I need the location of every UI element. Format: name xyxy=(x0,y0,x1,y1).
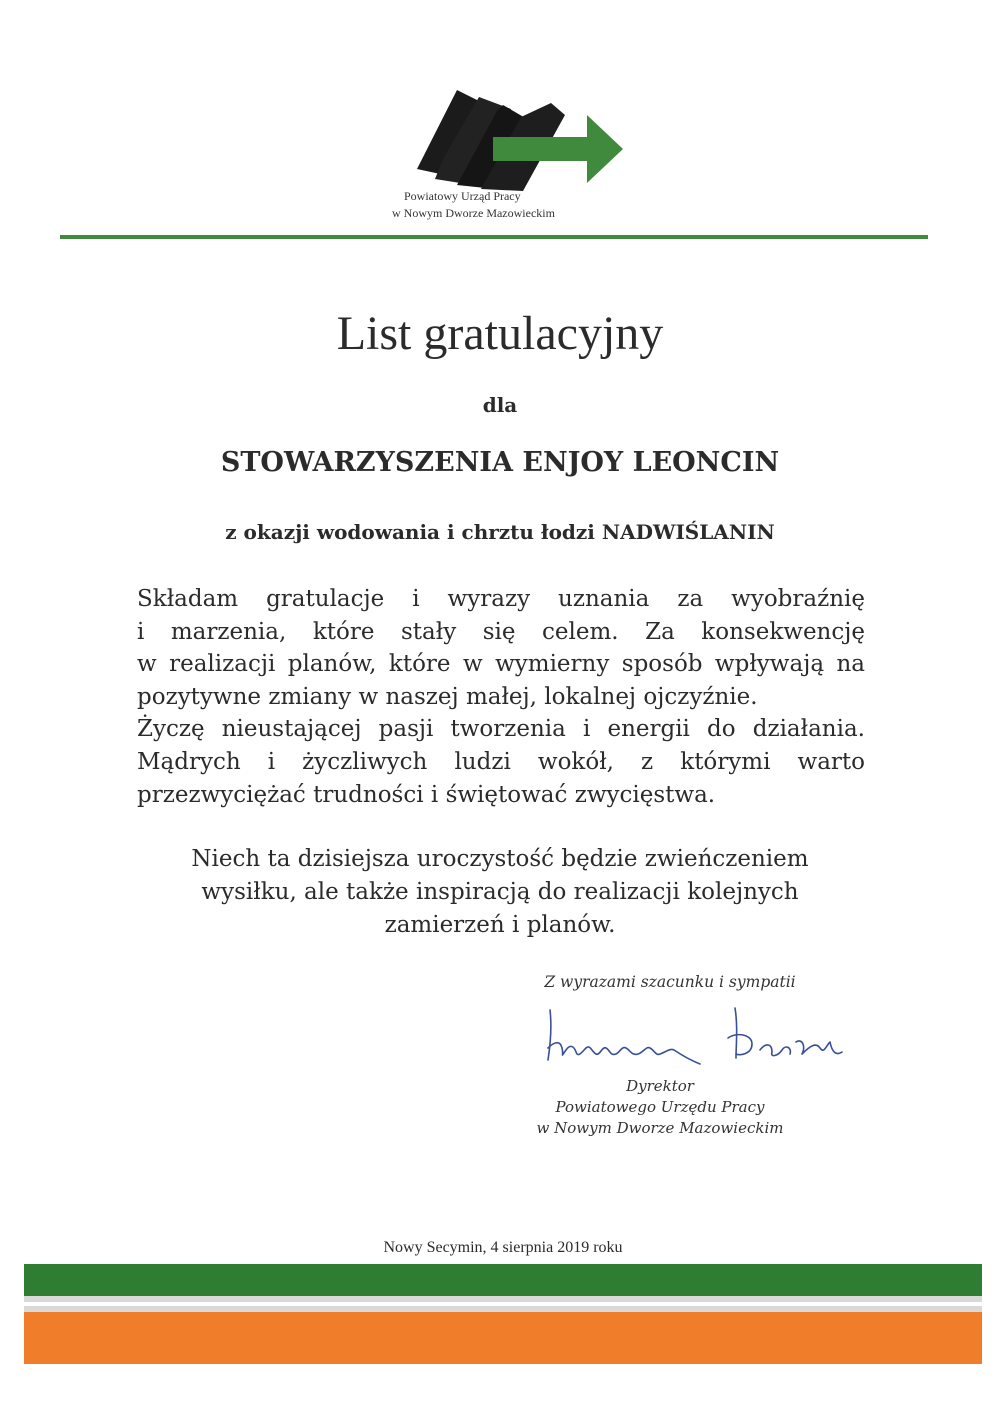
signer-block xyxy=(490,1076,830,1139)
occasion-line: z okazji wodowania i chrztu łodzi NADWIŚLANIN xyxy=(225,520,775,544)
place-and-date: Nowy Secymin, 4 sierpnia 2019 roku xyxy=(383,1239,623,1256)
footer-band-white-line xyxy=(24,1302,982,1306)
org-name-line2: w Nowym Dworze Mazowieckim xyxy=(392,206,555,220)
body-line: Składam gratulacje i wyrazy uznania za wyobraźnię xyxy=(137,586,865,612)
body-line: Życzę nieustającej pasji tworzenia i energii do działania. xyxy=(137,716,865,743)
footer-band-orange xyxy=(24,1312,982,1364)
footer-band-green xyxy=(24,1264,982,1296)
body-line: w realizacji planów, które w wymierny sposób wpływają na xyxy=(137,651,865,678)
body-line: zamierzeń i planów. xyxy=(384,912,616,938)
letter-title: List gratulacyjny xyxy=(336,307,664,360)
closing-phrase: Z wyrazami szacunku i sympatii xyxy=(544,973,796,991)
labor-office-arrow-logo-icon xyxy=(415,85,630,195)
body-line: wysiłku, ale także inspiracją do realizacji kolejnych xyxy=(201,879,799,905)
signer-location: w Nowym Dworze Mazowieckim xyxy=(536,1119,784,1137)
handwritten-signature-icon xyxy=(540,1002,850,1082)
signer-title: Dyrektor xyxy=(626,1077,694,1095)
body-paragraph-2 xyxy=(120,843,880,942)
org-name xyxy=(392,188,632,222)
body-line: Niech ta dzisiejsza uroczystość będzie zwieńczeniem xyxy=(191,846,809,872)
recipient-name: STOWARZYSZENIA ENJOY LEONCIN xyxy=(220,447,780,478)
body-paragraph-1 xyxy=(137,583,865,811)
body-line: przezwyciężać trudności i świętować zwycięstwa. xyxy=(137,781,716,808)
body-line: Mądrych i życzliwych ludzi wokół, z którymi warto xyxy=(137,748,865,775)
for-word: dla xyxy=(482,393,518,417)
signer-office: Powiatowego Urzędu Pracy xyxy=(555,1098,765,1116)
org-name-line1: Powiatowy Urząd Pracy xyxy=(404,189,521,203)
body-line: pozytywne zmiany w naszej małej, lokalnej ojczyźnie. xyxy=(137,683,758,710)
header-divider xyxy=(60,235,928,239)
body-line: i marzenia, które stały się celem. Za konsekwencję xyxy=(137,618,865,645)
